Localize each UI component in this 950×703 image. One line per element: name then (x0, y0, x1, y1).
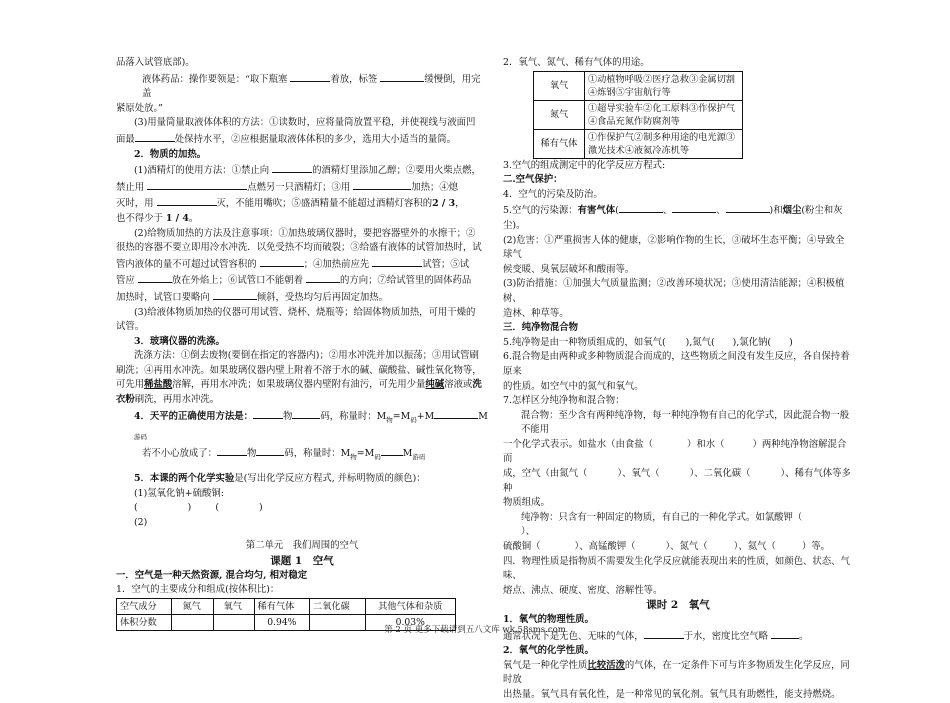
text-line: (2)给物质加热的方法及注意事项：①加热玻璃仪器时，要把容器壁外的水擦干；② (134, 227, 476, 239)
text-line: 混合物：至少含有两种纯净物，每一种纯净物有自己的化学式，因此混合物一般不能用 (521, 409, 850, 436)
text-line: 纯净物：只含有一种固定的物质，有自己的一种化学式。如氯酸钾（）、 (521, 511, 803, 538)
text-line: (2)危害：①严重损害人体的健康，②影响作物的生长，③破坏生态平衡；④导致全球气 (503, 234, 845, 261)
text-line: 4．空气的污染及防治。 (503, 188, 603, 200)
section-heading: 2．物质的加热。 (134, 148, 207, 160)
section-heading: 1．氧气的物理性质。 (503, 614, 594, 625)
text-line: 品落入试管底部)。 (116, 57, 195, 68)
text-line: 很热的容器不要立即用冷水冲洗．以免受热不均而破裂；③给盛有液体的试管加热时，试 (116, 242, 482, 254)
table-row (534, 100, 743, 129)
table-cell: ①作保护气②制多种用途的电光源③激光技术④液氦冷冻机等 (585, 129, 743, 158)
section-heading: 二.空气保护： (503, 174, 563, 186)
text-line: (3)防治措施：①加强大气质量监测；②改善环境状况；③使用清洁能源；④积极植树、 (503, 278, 845, 304)
text-line: (1)酒精灯的使用方法：①禁止向 的酒精灯里添加乙醇；②要用火柴点燃， (116, 162, 488, 179)
table-row (534, 71, 743, 100)
text-line: 7.怎样区分纯净物和混合物： (503, 395, 625, 407)
text-line: 3.空气的组成测定中的化学反应方程式: (503, 159, 666, 171)
text-line: 5.纯净物是由一种物质组成的，如氧气( ),氮气( ),氯化钠( ) (503, 336, 793, 348)
lesson-title: 课时 2 氧气 (646, 599, 710, 612)
lesson-title: 课题 1 空气 (270, 555, 334, 568)
page-footer: 第 2 页 更多下载请到五八文库 wk.58sms.com (384, 625, 566, 635)
text-line: 造林、种草等。 (503, 307, 569, 319)
text-line: (3)用量筒量取液体体积的方法：①读数时，应将量筒放置平稳，并使视线与液面凹 (134, 117, 476, 129)
table-cell: 空气成分 (117, 598, 172, 614)
section-heading: 三．纯净物混合物 (503, 322, 579, 334)
section-heading: 3．玻璃仪器的洗涤。 (134, 335, 225, 347)
text-line: 成，空气（由氮气（ ）、氧气（ ）、二氧化碳（ ）、稀有气体等多种 (503, 468, 851, 494)
text-line: 氧气是一种化学性质比较活泼的气体，在一定条件下可与许多物质发生化学反应，同时放 (503, 659, 850, 686)
text-line: 刷洗；④再用水冲洗。如果玻璃仪器内壁上附着不溶于水的碱、碳酸盐、碱性氧化物等， (116, 364, 482, 376)
table-cell: 氮气 (172, 598, 213, 614)
text-line: 面最 处保持水平，②应根据量取液体体积的多少，选用大小适当的量筒。 (116, 131, 488, 148)
right-column (503, 56, 853, 703)
table-cell: 氮气 (534, 100, 585, 129)
text-line: 禁止用 点燃另一只酒精灯；③用 加热；④熄 (116, 179, 488, 196)
text-line: 通常状况下是无色、无味的气体， 于水，密度比空气略 。 (503, 628, 853, 645)
left-column (116, 56, 488, 631)
text-line: 5.空气的污染源：有害气体( 、 、 )和烟尘(粉尘和灰尘)。 (503, 202, 853, 233)
table-cell: ①超导实验车②化工原料③作保护气④食品充氮作防腐剂等 (585, 100, 743, 129)
text-line: 2．氧气、氮气、稀有气体的用途。 (503, 57, 650, 68)
text-line: 四．物理性质是指物质不需要发生化学反应就能表现出来的性质，如颜色、状态、气味、 (503, 555, 850, 582)
text-line: 紧原处放。” (116, 102, 163, 114)
section-heading: 2．氧气的化学性质。 (503, 645, 594, 657)
text-line: 的性质。如空气中的氮气和氧气。 (503, 380, 644, 392)
spacer (116, 464, 488, 472)
table-cell: ①动植物呼吸②医疗急救③金属切割④炼钢⑤宇宙航行等 (585, 71, 743, 100)
text-line: 可先用稀盐酸溶解，再用水冲洗；如果玻璃仪器内壁附有油污，可先用少量纯碱溶液或洗 (116, 379, 482, 391)
section-heading: 一．空气是一种天然资源, 混合均匀, 相对稳定 (116, 569, 308, 581)
table-cell: 氧气 (534, 71, 585, 100)
table-cell: 稀有气体 (534, 129, 585, 158)
text-line: (2) (134, 516, 148, 528)
text-line: 熔点、沸点、硬度、密度、溶解性等。 (503, 584, 663, 596)
text-line: 1．空气的主要成分和组成(按体积比)： (116, 584, 280, 596)
text-line: 6.混合物是由两种或多种物质混合而成的，这些物质之间没有发生反应，各自保持着原来 (503, 351, 850, 377)
text-line: 衣粉刷洗，再用水冲洗。 (116, 394, 220, 406)
text-line: 硫酸铜（ ）、高锰酸钾（ ）、氮气（ ）、氦气（ ）等。 (503, 541, 830, 553)
table-cell: 体积分数 (117, 614, 172, 630)
text-line: 出热量。氧气具有氧化性，是一种常见的氧化剂。氧气具有助燃性，能支持燃烧。 (503, 688, 841, 700)
unit-title: 第二单元 我们周围的空气 (245, 540, 359, 552)
text-line: 洗涤方法：①倒去废物(要倒在指定的容器内)；②用水冲洗并加以振荡；③用试管刷 (134, 350, 479, 362)
table-cell: 其他气体和杂质 (365, 598, 456, 614)
table-row (117, 598, 456, 614)
text-line: 也不得少于 1 / 4。 (116, 212, 199, 224)
text-line: 4．天平的正确使用方法是： 物 码，称量时：$M_物=M_码+M$ $M_{游码}$ (116, 408, 488, 445)
text-line: 管内液体的量不可超过试管容积的 ；④加热前应先 试管；⑤试 (116, 256, 488, 273)
gas-uses-table (533, 71, 743, 159)
text-line: 候变暖、臭氧层破坏和酸雨等。 (503, 263, 635, 275)
text-line: 试管。 (116, 321, 145, 333)
text-line: ( ) ( ) (134, 502, 263, 514)
text-line: (1)氢氧化钠+硫酸铜: (134, 487, 224, 499)
text-line: 5．本课的两个化学实验是(写出化学反应方程式, 并标明物质的颜色)： (134, 473, 426, 485)
table-cell: 二氧化碳 (310, 598, 365, 614)
table-row (534, 129, 743, 158)
text-line: 液体药品：操作要领是：“取下瓶塞 着放，标签 缓慢倒，用完盖 (116, 71, 488, 102)
table-cell: 0.03% (365, 614, 456, 630)
text-line: 灭时，用 灭，不能用嘴吹；⑤盛酒精量不能超过酒精灯容积的2 / 3， (116, 195, 488, 212)
text-line: 加热时，试管口要略向 倾斜，受热均匀后再固定加热。 (116, 289, 488, 306)
table-cell: 稀有气体 (254, 598, 309, 614)
table-cell: 氧气 (213, 598, 254, 614)
text-line: 若不小心放成了： 物 码，称量时：$M_物=M_码$ $M_{游码}$ (116, 445, 488, 464)
text-line: 物质组成。 (503, 497, 550, 509)
text-line: (3)给液体物质加热的仪器可用试管、烧杯、烧瓶等；给固体物质加热，可用干燥的 (134, 306, 476, 318)
text-line: 一个化学式表示。如盐水（由食盐（ ）和水（ ）两种纯净物溶解混合而 (503, 438, 847, 465)
table-cell: 0.94% (254, 614, 309, 630)
text-line: 管应 放在外焰上；⑥试管口不能朝着 的方向；⑦给试管里的固体药品 (116, 272, 488, 289)
